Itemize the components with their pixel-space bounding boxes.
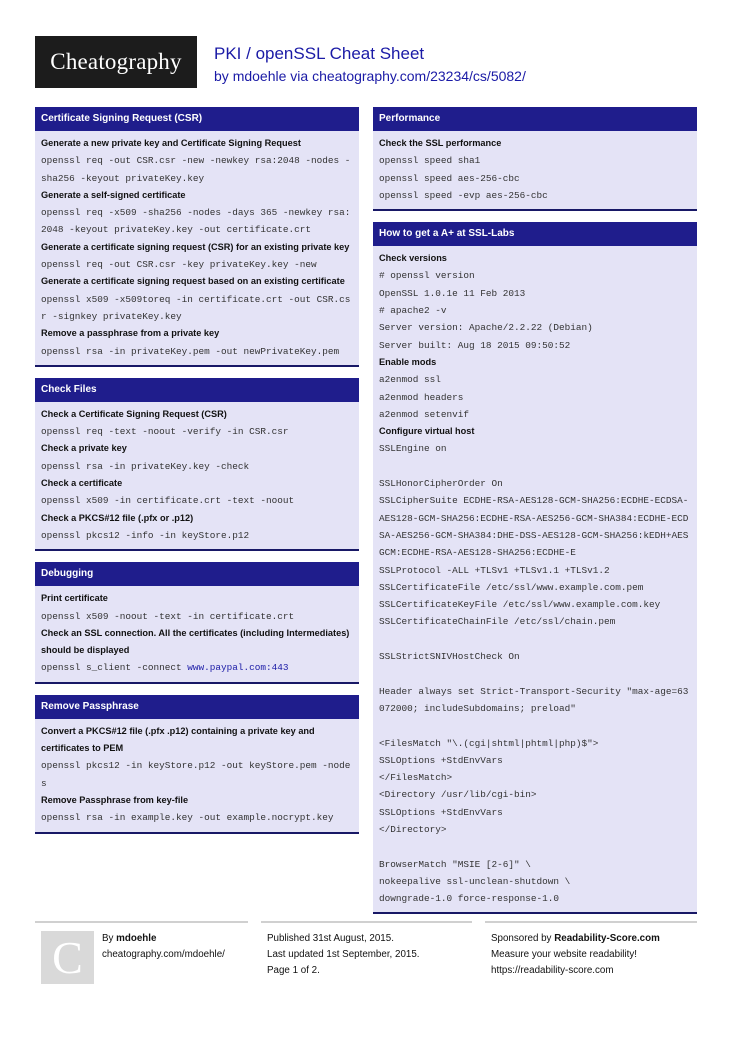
command-text: SSLOptions +StdEnvVars xyxy=(379,806,503,818)
command-code xyxy=(379,152,691,169)
section-body xyxy=(373,246,697,912)
command-text: # apache2 -v xyxy=(379,305,447,317)
section-performance xyxy=(373,107,697,211)
command-description: Generate a certificate signing request based on an existing certificate xyxy=(41,276,345,287)
footer-published: Published 31st August, 2015. xyxy=(267,933,394,944)
left-column xyxy=(35,107,359,845)
command-text: </Directory> xyxy=(379,823,447,835)
command-code xyxy=(41,757,353,792)
footer-updated: Last updated 1st September, 2015. xyxy=(267,949,420,960)
command-description: Configure virtual host xyxy=(379,426,475,437)
blank-line xyxy=(379,838,691,855)
command-text: nokeepalive ssl-unclean-shutdown \ xyxy=(379,875,571,887)
command-text: openssl x509 -in certificate.crt -text -noout xyxy=(41,495,295,507)
command-text: a2enmod setenvif xyxy=(379,408,470,420)
blank-line xyxy=(379,631,691,648)
command-code xyxy=(379,389,691,406)
section-certificate-signing-request-csr xyxy=(35,107,359,367)
command-text: openssl speed -evp aes-256-cbc xyxy=(379,189,548,201)
command-code xyxy=(379,492,691,561)
command-description: Check the SSL performance xyxy=(379,138,502,148)
footer xyxy=(35,921,697,991)
command-text: SSLCertificateKeyFile /etc/ssl/www.example.com.key xyxy=(379,599,661,611)
section-check-files xyxy=(35,378,359,551)
command-description: Print certificate xyxy=(41,593,108,604)
command-code xyxy=(379,856,691,873)
command-code xyxy=(379,562,691,579)
command-text: a2enmod ssl xyxy=(379,374,441,386)
byline xyxy=(214,66,526,86)
command-text: openssl rsa -in example.key -out example.nocrypt.key xyxy=(41,812,334,824)
section-body xyxy=(35,131,359,365)
command-description: Check a PKCS#12 file (.pfx or .p12) xyxy=(41,512,194,523)
command-text: OpenSSL 1.0.1e 11 Feb 2013 xyxy=(379,287,526,299)
command-code xyxy=(379,873,691,890)
section-body xyxy=(35,402,359,549)
command-description: Check a certificate xyxy=(41,478,123,489)
command-text: SSLStrictSNIVHostCheck On xyxy=(379,651,520,663)
command-text: a2enmod headers xyxy=(379,391,464,403)
command-code xyxy=(379,406,691,423)
byline-author-link[interactable]: mdoehle xyxy=(232,68,287,84)
avatar: C xyxy=(41,931,94,984)
section-header: Check Files xyxy=(35,378,359,402)
footer-author-name[interactable]: mdoehle xyxy=(116,933,157,944)
command-description: Check a Certificate Signing Request (CSR) xyxy=(41,408,227,419)
command-text: openssl pkcs12 -info -in keyStore.p12 xyxy=(41,529,250,541)
section-header: How to get a A+ at SSL-Labs xyxy=(373,222,697,246)
command-code xyxy=(41,608,353,625)
command-code xyxy=(41,343,353,360)
command-code xyxy=(379,187,691,204)
command-text: <FilesMatch "\.(cgi|shtml|phtml|php)$"> xyxy=(379,737,599,749)
command-description: Convert a PKCS#12 file (.pfx .p12) containing a private key and certificates to PEM xyxy=(41,725,315,754)
command-text: SSLProtocol -ALL +TLSv1 +TLSv1.1 +TLSv1.2 xyxy=(379,564,610,576)
cheatography-logo[interactable]: Cheatography xyxy=(35,36,197,88)
footer-dates xyxy=(261,921,472,993)
blank-line xyxy=(379,665,691,682)
footer-sponsor xyxy=(485,921,697,993)
command-text: openssl x509 -x509toreq -in certificate.crt -out CSR.csr -signkey privateKey.key xyxy=(41,293,351,322)
command-text: openssl req -x509 -sha256 -nodes -days 365 -newkey rsa:2048 -keyout privateKey.key -out certificate.crt xyxy=(41,207,351,236)
command-text: </FilesMatch> xyxy=(379,772,453,784)
command-text: openssl speed aes-256-cbc xyxy=(379,172,520,184)
page-title: PKI / openSSL Cheat Sheet xyxy=(214,44,425,63)
command-description: Remove Passphrase from key-file xyxy=(41,794,189,805)
command-code xyxy=(379,440,691,457)
command-description: Remove a passphrase from a private key xyxy=(41,328,220,339)
command-code xyxy=(379,596,691,613)
title-block xyxy=(214,43,526,86)
command-text: # openssl version xyxy=(379,270,475,282)
command-description: Generate a certificate signing request (CSR) for an existing private key xyxy=(41,241,350,252)
command-text: SSLCertificateChainFile /etc/ssl/chain.pem xyxy=(379,616,616,628)
section-remove-passphrase xyxy=(35,695,359,834)
command-code xyxy=(379,890,691,907)
right-column xyxy=(373,107,697,925)
command-text: openssl s_client -connect xyxy=(41,662,188,674)
command-code xyxy=(41,659,353,676)
command-text: SSLOptions +StdEnvVars xyxy=(379,754,503,766)
command-text: SSLCipherSuite ECDHE-RSA-AES128-GCM-SHA256:ECDHE-ECDSA-AES128-GCM-SHA256:ECDHE-RSA-AES256-GCM-SHA384:ECDHE-ECDSA-AES256-GCM-SHA384:DHE-DSS-AES128-GCM-SHA256:kEDH+AESGCM:ECDHE-RSA-AES128-SHA256:ECDHE-E xyxy=(379,495,689,559)
command-code xyxy=(379,319,691,336)
command-text: openssl speed sha1 xyxy=(379,155,481,167)
command-code xyxy=(379,371,691,388)
command-code xyxy=(379,475,691,492)
command-text: SSLEngine on xyxy=(379,443,447,455)
footer-author-url[interactable]: cheatography.com/mdoehle/ xyxy=(102,949,225,960)
command-text: openssl rsa -in privateKey.pem -out newPrivateKey.pem xyxy=(41,345,340,357)
command-code xyxy=(41,809,353,826)
command-code xyxy=(379,821,691,838)
command-text: openssl pkcs12 -in keyStore.p12 -out keyStore.pem -nodes xyxy=(41,760,351,789)
command-code xyxy=(41,492,353,509)
command-code xyxy=(379,285,691,302)
footer-by: By xyxy=(102,933,114,944)
footer-author xyxy=(35,921,248,993)
blank-line xyxy=(379,458,691,475)
command-code xyxy=(379,683,691,718)
command-text: openssl req -out CSR.csr -key privateKey.key -new xyxy=(41,259,317,271)
command-code xyxy=(379,648,691,665)
section-debugging xyxy=(35,562,359,683)
command-code xyxy=(379,752,691,769)
command-code xyxy=(41,291,353,326)
command-description: Check versions xyxy=(379,253,447,264)
command-code xyxy=(379,267,691,284)
section-how-to-get-a-a-at-ssl-labs xyxy=(373,222,697,914)
command-description: Check an SSL connection. All the certificates (including Intermediates) should be displayed xyxy=(41,627,350,656)
command-text: SSLHonorCipherOrder On xyxy=(379,478,503,490)
command-text: Server built: Aug 18 2015 09:50:52 xyxy=(379,339,571,351)
command-text: Header always set Strict-Transport-Security "max-age=63072000; includeSubdomains; preload" xyxy=(379,685,689,714)
command-text: BrowserMatch "MSIE [2-6]" \ xyxy=(379,858,531,870)
command-text: downgrade-1.0 force-response-1.0 xyxy=(379,893,560,905)
command-code xyxy=(379,769,691,786)
footer-page: Page 1 of 2. xyxy=(267,965,320,976)
command-code xyxy=(379,302,691,319)
command-code xyxy=(41,527,353,544)
footer-sponsor-tagline: Measure your website readability! xyxy=(491,949,637,960)
section-header: Performance xyxy=(373,107,697,131)
blank-line xyxy=(379,717,691,734)
command-code xyxy=(379,786,691,803)
command-code xyxy=(379,579,691,596)
command-text: openssl req -out CSR.csr -new -newkey rsa:2048 -nodes -sha256 -keyout privateKey.key xyxy=(41,155,351,184)
section-header: Debugging xyxy=(35,562,359,586)
command-text: openssl x509 -noout -text -in certificate.crt xyxy=(41,610,295,622)
command-code xyxy=(379,735,691,752)
command-description: Check a private key xyxy=(41,443,127,454)
command-text: Server version: Apache/2.2.22 (Debian) xyxy=(379,322,593,334)
command-code xyxy=(379,170,691,187)
command-code xyxy=(41,152,353,187)
command-text: SSLCertificateFile /etc/ssl/www.example.com.pem xyxy=(379,581,644,593)
footer-sponsor-url[interactable]: https://readability-score.com xyxy=(491,965,614,976)
command-code xyxy=(41,458,353,475)
section-body xyxy=(35,719,359,832)
command-description: Enable mods xyxy=(379,356,437,367)
command-code xyxy=(379,337,691,354)
command-code xyxy=(379,804,691,821)
command-description: Generate a new private key and Certificate Signing Request xyxy=(41,138,301,148)
command-code xyxy=(379,613,691,630)
command-description: Generate a self-signed certificate xyxy=(41,189,186,200)
command-code xyxy=(41,423,353,440)
footer-sponsor-name[interactable]: Readability-Score.com xyxy=(554,933,660,944)
section-header: Remove Passphrase xyxy=(35,695,359,719)
section-body xyxy=(35,586,359,681)
command-text: openssl rsa -in privateKey.key -check xyxy=(41,460,250,472)
command-link[interactable]: www.paypal.com:443 xyxy=(187,662,289,674)
command-text: <Directory /usr/lib/cgi-bin> xyxy=(379,789,537,801)
byline-url-link[interactable]: cheatography.com/23234/cs/5082/ xyxy=(312,68,526,84)
command-code xyxy=(41,256,353,273)
command-code xyxy=(41,204,353,239)
byline-via: via xyxy=(290,68,309,84)
section-body xyxy=(373,131,697,209)
section-header: Certificate Signing Request (CSR) xyxy=(35,107,359,131)
command-text: openssl req -text -noout -verify -in CSR.csr xyxy=(41,426,289,438)
byline-by: by xyxy=(214,68,229,84)
footer-sponsored-by: Sponsored by xyxy=(491,933,552,944)
